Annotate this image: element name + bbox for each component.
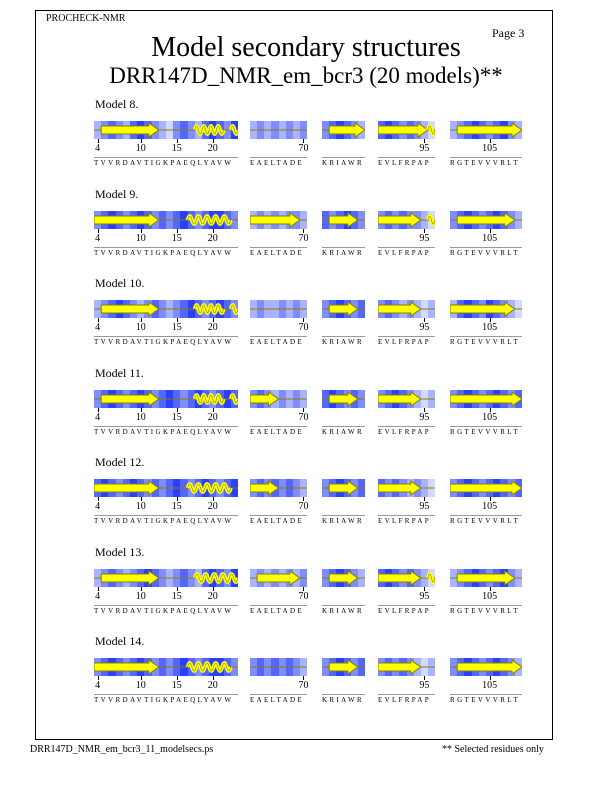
residue-number: 105 <box>482 322 498 333</box>
structure-segment <box>322 479 365 497</box>
structure-graphic <box>250 121 307 139</box>
sequence-text: EAELTADE <box>250 696 304 704</box>
structure-graphic <box>322 121 365 139</box>
residue-number: 20 <box>207 322 218 333</box>
sequence-rule <box>322 694 365 695</box>
sequence-text: TVVRDAVTIGKPAEQLYAVW <box>94 159 234 167</box>
tick-marks <box>322 139 365 143</box>
sequence-rule <box>250 515 307 516</box>
structure-segment <box>94 300 238 318</box>
residue-number: 105 <box>482 501 498 512</box>
structure-graphic <box>450 211 522 229</box>
structure-graphic <box>322 300 365 318</box>
sequence-rule <box>94 157 238 158</box>
structure-segment <box>250 569 307 587</box>
residue-number: 10 <box>135 590 146 602</box>
structure-segment <box>378 479 435 497</box>
sequence-rule <box>378 426 435 427</box>
strand-arrow <box>101 392 159 406</box>
sequence-text: RGTEVVVRLT <box>450 338 521 346</box>
residue-number: 95 <box>419 322 430 333</box>
structure-graphic <box>94 390 238 408</box>
strand-arrow <box>450 481 522 495</box>
sequence-rule <box>378 605 435 606</box>
structure-graphic <box>322 658 365 676</box>
sequence-rule <box>378 694 435 695</box>
sequence-text: EAELTADE <box>250 338 304 346</box>
structure-graphic <box>378 658 435 676</box>
strand-arrow <box>94 481 159 495</box>
residue-number: 15 <box>171 411 182 423</box>
structure-graphic <box>322 390 365 408</box>
strand-arrow <box>250 481 279 495</box>
strand-arrow <box>450 392 522 406</box>
structure-segment <box>378 211 435 229</box>
residue-number: 10 <box>135 411 146 423</box>
structure-segment <box>94 211 238 229</box>
sequence-rule <box>94 515 238 516</box>
structure-segment <box>250 479 307 497</box>
tick-marks <box>322 318 365 322</box>
sequence-text: TVVRDAVTIGKPAEQLYAVW <box>94 338 234 346</box>
sequence-rule <box>450 336 522 337</box>
structure-graphic <box>94 300 238 318</box>
structure-segment <box>250 658 307 676</box>
sequence-rule <box>378 515 435 516</box>
residue-number: 105 <box>482 680 498 691</box>
sequence-rule <box>250 157 307 158</box>
structure-segment <box>322 121 365 139</box>
sequence-text: RGTEVVVRLT <box>450 248 521 257</box>
structure-graphic <box>378 300 435 318</box>
residue-number: 15 <box>171 322 182 333</box>
model-label: Model 11. <box>95 365 144 380</box>
residue-number: 20 <box>207 680 218 691</box>
residue-number: 15 <box>171 501 182 512</box>
residue-number: 70 <box>298 590 309 602</box>
structure-graphic <box>250 658 307 676</box>
structure-segment <box>94 390 238 408</box>
residue-number: 10 <box>135 143 146 154</box>
strand-arrow <box>378 660 421 674</box>
structure-segment <box>250 390 307 408</box>
structure-segment <box>250 300 307 318</box>
sequence-text: RGTEVVVRLT <box>450 427 521 436</box>
structure-segment <box>450 569 522 587</box>
residue-number: 10 <box>135 501 146 512</box>
structure-segment <box>322 569 365 587</box>
strand-arrow <box>450 302 515 316</box>
residue-number: 105 <box>482 232 498 244</box>
residue-number: 10 <box>135 680 146 691</box>
residue-number: 105 <box>482 143 498 154</box>
strand-arrow <box>457 213 515 227</box>
residue-number: 95 <box>419 143 430 154</box>
strand-arrow <box>94 213 159 227</box>
strand-arrow <box>457 571 515 585</box>
residue-number: 20 <box>207 501 218 512</box>
strand-arrow <box>101 302 159 316</box>
structure-segment <box>250 121 307 139</box>
residue-number: 105 <box>482 411 498 423</box>
structure-graphic <box>94 569 238 587</box>
sequence-text: TVVRDAVTIGKPAEQLYAVW <box>94 248 234 257</box>
residue-number: 4 <box>95 590 101 602</box>
model-label: Model 13. <box>95 544 145 559</box>
residue-number: 4 <box>95 411 101 423</box>
sequence-text: RGTEVVVRLT <box>450 606 521 615</box>
sequence-rule <box>322 247 365 248</box>
program-name: PROCHECK-NMR <box>46 13 126 24</box>
tick-marks <box>322 676 365 680</box>
sequence-text: KRIAWR <box>322 248 365 257</box>
sequence-rule <box>322 426 365 427</box>
model-label: Model 12. <box>95 455 145 469</box>
sequence-rule <box>450 157 522 158</box>
residue-number: 15 <box>171 143 182 154</box>
structure-segment <box>250 211 307 229</box>
sequence-text: EAELTADE <box>250 606 304 615</box>
sequence-rule <box>450 605 522 606</box>
sequence-rule <box>322 336 365 337</box>
structure-segment <box>378 569 435 587</box>
sequence-rule <box>250 694 307 695</box>
sequence-rule <box>450 247 522 248</box>
structure-segment <box>322 658 365 676</box>
sequence-rule <box>250 247 307 248</box>
sequence-rule <box>450 515 522 516</box>
structure-graphic <box>94 121 238 139</box>
structure-graphic <box>378 390 435 408</box>
structure-graphic <box>322 569 365 587</box>
strand-arrow <box>329 213 358 227</box>
structure-graphic <box>250 479 307 497</box>
strand-arrow <box>457 123 522 137</box>
strand-arrow <box>378 302 421 316</box>
residue-number: 105 <box>482 590 498 602</box>
structure-segment <box>378 658 435 676</box>
structure-segment <box>322 211 365 229</box>
strand-arrow <box>378 571 421 585</box>
structure-segment <box>450 121 522 139</box>
structure-segment <box>94 121 238 139</box>
strand-arrow <box>378 481 421 495</box>
sequence-rule <box>94 694 238 695</box>
sequence-text: KRIAWR <box>322 517 365 525</box>
sequence-text: EVLFRPAP <box>378 606 431 615</box>
sequence-text: EVLFRPAP <box>378 159 431 167</box>
residue-number: 70 <box>298 143 309 154</box>
structure-graphic <box>250 300 307 318</box>
residue-number: 10 <box>135 232 146 244</box>
sequence-text: EVLFRPAP <box>378 427 431 436</box>
sequence-rule <box>94 247 238 248</box>
sequence-rule <box>250 426 307 427</box>
structure-graphic <box>378 121 435 139</box>
structure-segment <box>322 390 365 408</box>
sequence-rule <box>322 605 365 606</box>
structure-graphic <box>322 479 365 497</box>
strand-arrow <box>101 123 159 137</box>
structure-graphic <box>94 658 238 676</box>
sequence-text: KRIAWR <box>322 338 365 346</box>
strand-arrow <box>378 123 428 137</box>
sequence-text: EVLFRPAP <box>378 338 431 346</box>
sequence-text: TVVRDAVTIGKPAEQLYAVW <box>94 517 234 525</box>
sequence-text: RGTEVVVRLT <box>450 159 521 167</box>
sequence-rule <box>94 605 238 606</box>
sequence-text: EAELTADE <box>250 517 304 525</box>
residue-number: 95 <box>419 232 430 244</box>
strand-arrow <box>329 571 358 585</box>
sequence-rule <box>94 426 238 427</box>
residue-number: 20 <box>207 143 218 154</box>
structure-segment <box>378 390 435 408</box>
model-label: Model 10. <box>95 276 145 290</box>
structure-graphic <box>450 479 522 497</box>
strand-arrow <box>101 571 159 585</box>
residue-number: 70 <box>298 680 309 691</box>
sequence-text: EVLFRPAP <box>378 248 431 257</box>
sequence-text: KRIAWR <box>322 696 365 704</box>
structure-segment <box>94 569 238 587</box>
residue-number: 20 <box>207 590 218 602</box>
sequence-text: RGTEVVVRLT <box>450 696 521 704</box>
strand-arrow <box>457 660 522 674</box>
strand-arrow <box>329 481 358 495</box>
sequence-text: KRIAWR <box>322 427 365 436</box>
structure-graphic <box>450 658 522 676</box>
page-number: Page 3 <box>492 26 525 40</box>
structure-segment <box>450 300 522 318</box>
model-label: Model 8. <box>95 97 139 111</box>
structure-graphic <box>94 479 238 497</box>
residue-number: 95 <box>419 411 430 423</box>
strand-arrow <box>329 660 358 674</box>
residue-number: 10 <box>135 322 146 333</box>
strand-arrow <box>329 123 365 137</box>
structure-graphic <box>250 569 307 587</box>
sequence-text: EAELTADE <box>250 427 304 436</box>
sequence-text: KRIAWR <box>322 159 365 167</box>
structure-graphic <box>450 121 522 139</box>
sequence-rule <box>450 694 522 695</box>
model-label: Model 9. <box>95 186 139 201</box>
model-label: Model 14. <box>95 634 145 648</box>
sequence-text: TVVRDAVTIGKPAEQLYAVW <box>94 606 234 615</box>
residue-number: 95 <box>419 590 430 602</box>
residue-number: 4 <box>95 232 101 244</box>
sequence-rule <box>450 426 522 427</box>
residue-number: 4 <box>95 680 101 691</box>
residue-number: 15 <box>171 590 182 602</box>
residue-number: 20 <box>207 411 218 423</box>
structure-graphic <box>94 211 238 229</box>
page-subtitle: DRR147D_NMR_em_bcr3 (20 models)** <box>109 63 503 88</box>
structure-graphic <box>322 211 365 229</box>
sequence-rule <box>94 336 238 337</box>
structure-graphic <box>378 569 435 587</box>
tick-marks <box>322 229 365 233</box>
residue-number: 95 <box>419 501 430 512</box>
footer-note: ** Selected residues only <box>442 744 544 755</box>
strand-arrow <box>257 571 300 585</box>
residue-number: 70 <box>298 232 309 244</box>
structure-segment <box>450 658 522 676</box>
sequence-rule <box>322 515 365 516</box>
residue-number: 4 <box>95 501 101 512</box>
footer-filename: DRR147D_NMR_em_bcr3_11_modelsecs.ps <box>30 744 214 755</box>
sequence-rule <box>378 247 435 248</box>
sequence-rule <box>250 336 307 337</box>
structure-segment <box>94 658 238 676</box>
page-title: Model secondary structures <box>151 32 461 63</box>
strand-arrow <box>329 392 358 406</box>
sequence-text: RGTEVVVRLT <box>450 517 521 525</box>
structure-graphic <box>450 569 522 587</box>
strand-arrow <box>250 392 279 406</box>
structure-graphic <box>378 479 435 497</box>
strand-arrow <box>378 392 421 406</box>
sequence-text: EVLFRPAP <box>378 696 431 704</box>
structure-segment <box>378 121 435 139</box>
structure-segment <box>378 300 435 318</box>
structure-graphic <box>450 300 522 318</box>
strand-arrow <box>94 660 159 674</box>
sequence-text: EAELTADE <box>250 159 304 167</box>
strand-arrow <box>329 302 358 316</box>
sequence-rule <box>378 336 435 337</box>
sequence-text: TVVRDAVTIGKPAEQLYAVW <box>94 427 234 436</box>
sequence-rule <box>378 157 435 158</box>
residue-number: 70 <box>298 322 309 333</box>
structure-segment <box>94 479 238 497</box>
residue-number: 70 <box>298 501 309 512</box>
tick-marks <box>322 587 365 591</box>
sequence-text: KRIAWR <box>322 606 365 615</box>
sequence-rule <box>322 157 365 158</box>
residue-number: 4 <box>95 143 101 154</box>
structure-graphic <box>250 390 307 408</box>
tick-marks <box>322 408 365 412</box>
structure-graphic <box>450 390 522 408</box>
structure-segment <box>450 390 522 408</box>
structure-segment <box>322 300 365 318</box>
sequence-text: TVVRDAVTIGKPAEQLYAVW <box>94 696 234 704</box>
residue-number: 15 <box>171 232 182 244</box>
sequence-text: EAELTADE <box>250 248 304 257</box>
structure-graphic <box>378 211 435 229</box>
strand-arrow <box>250 213 300 227</box>
sequence-text: EVLFRPAP <box>378 517 431 525</box>
structure-segment <box>450 479 522 497</box>
sequence-rule <box>250 605 307 606</box>
tick-marks <box>322 497 365 501</box>
residue-number: 95 <box>419 680 430 691</box>
structure-graphic <box>250 211 307 229</box>
strand-arrow <box>378 213 421 227</box>
residue-number: 20 <box>207 232 218 244</box>
residue-number: 15 <box>171 680 182 691</box>
structure-segment <box>450 211 522 229</box>
residue-number: 70 <box>298 411 309 423</box>
residue-number: 4 <box>95 322 101 333</box>
